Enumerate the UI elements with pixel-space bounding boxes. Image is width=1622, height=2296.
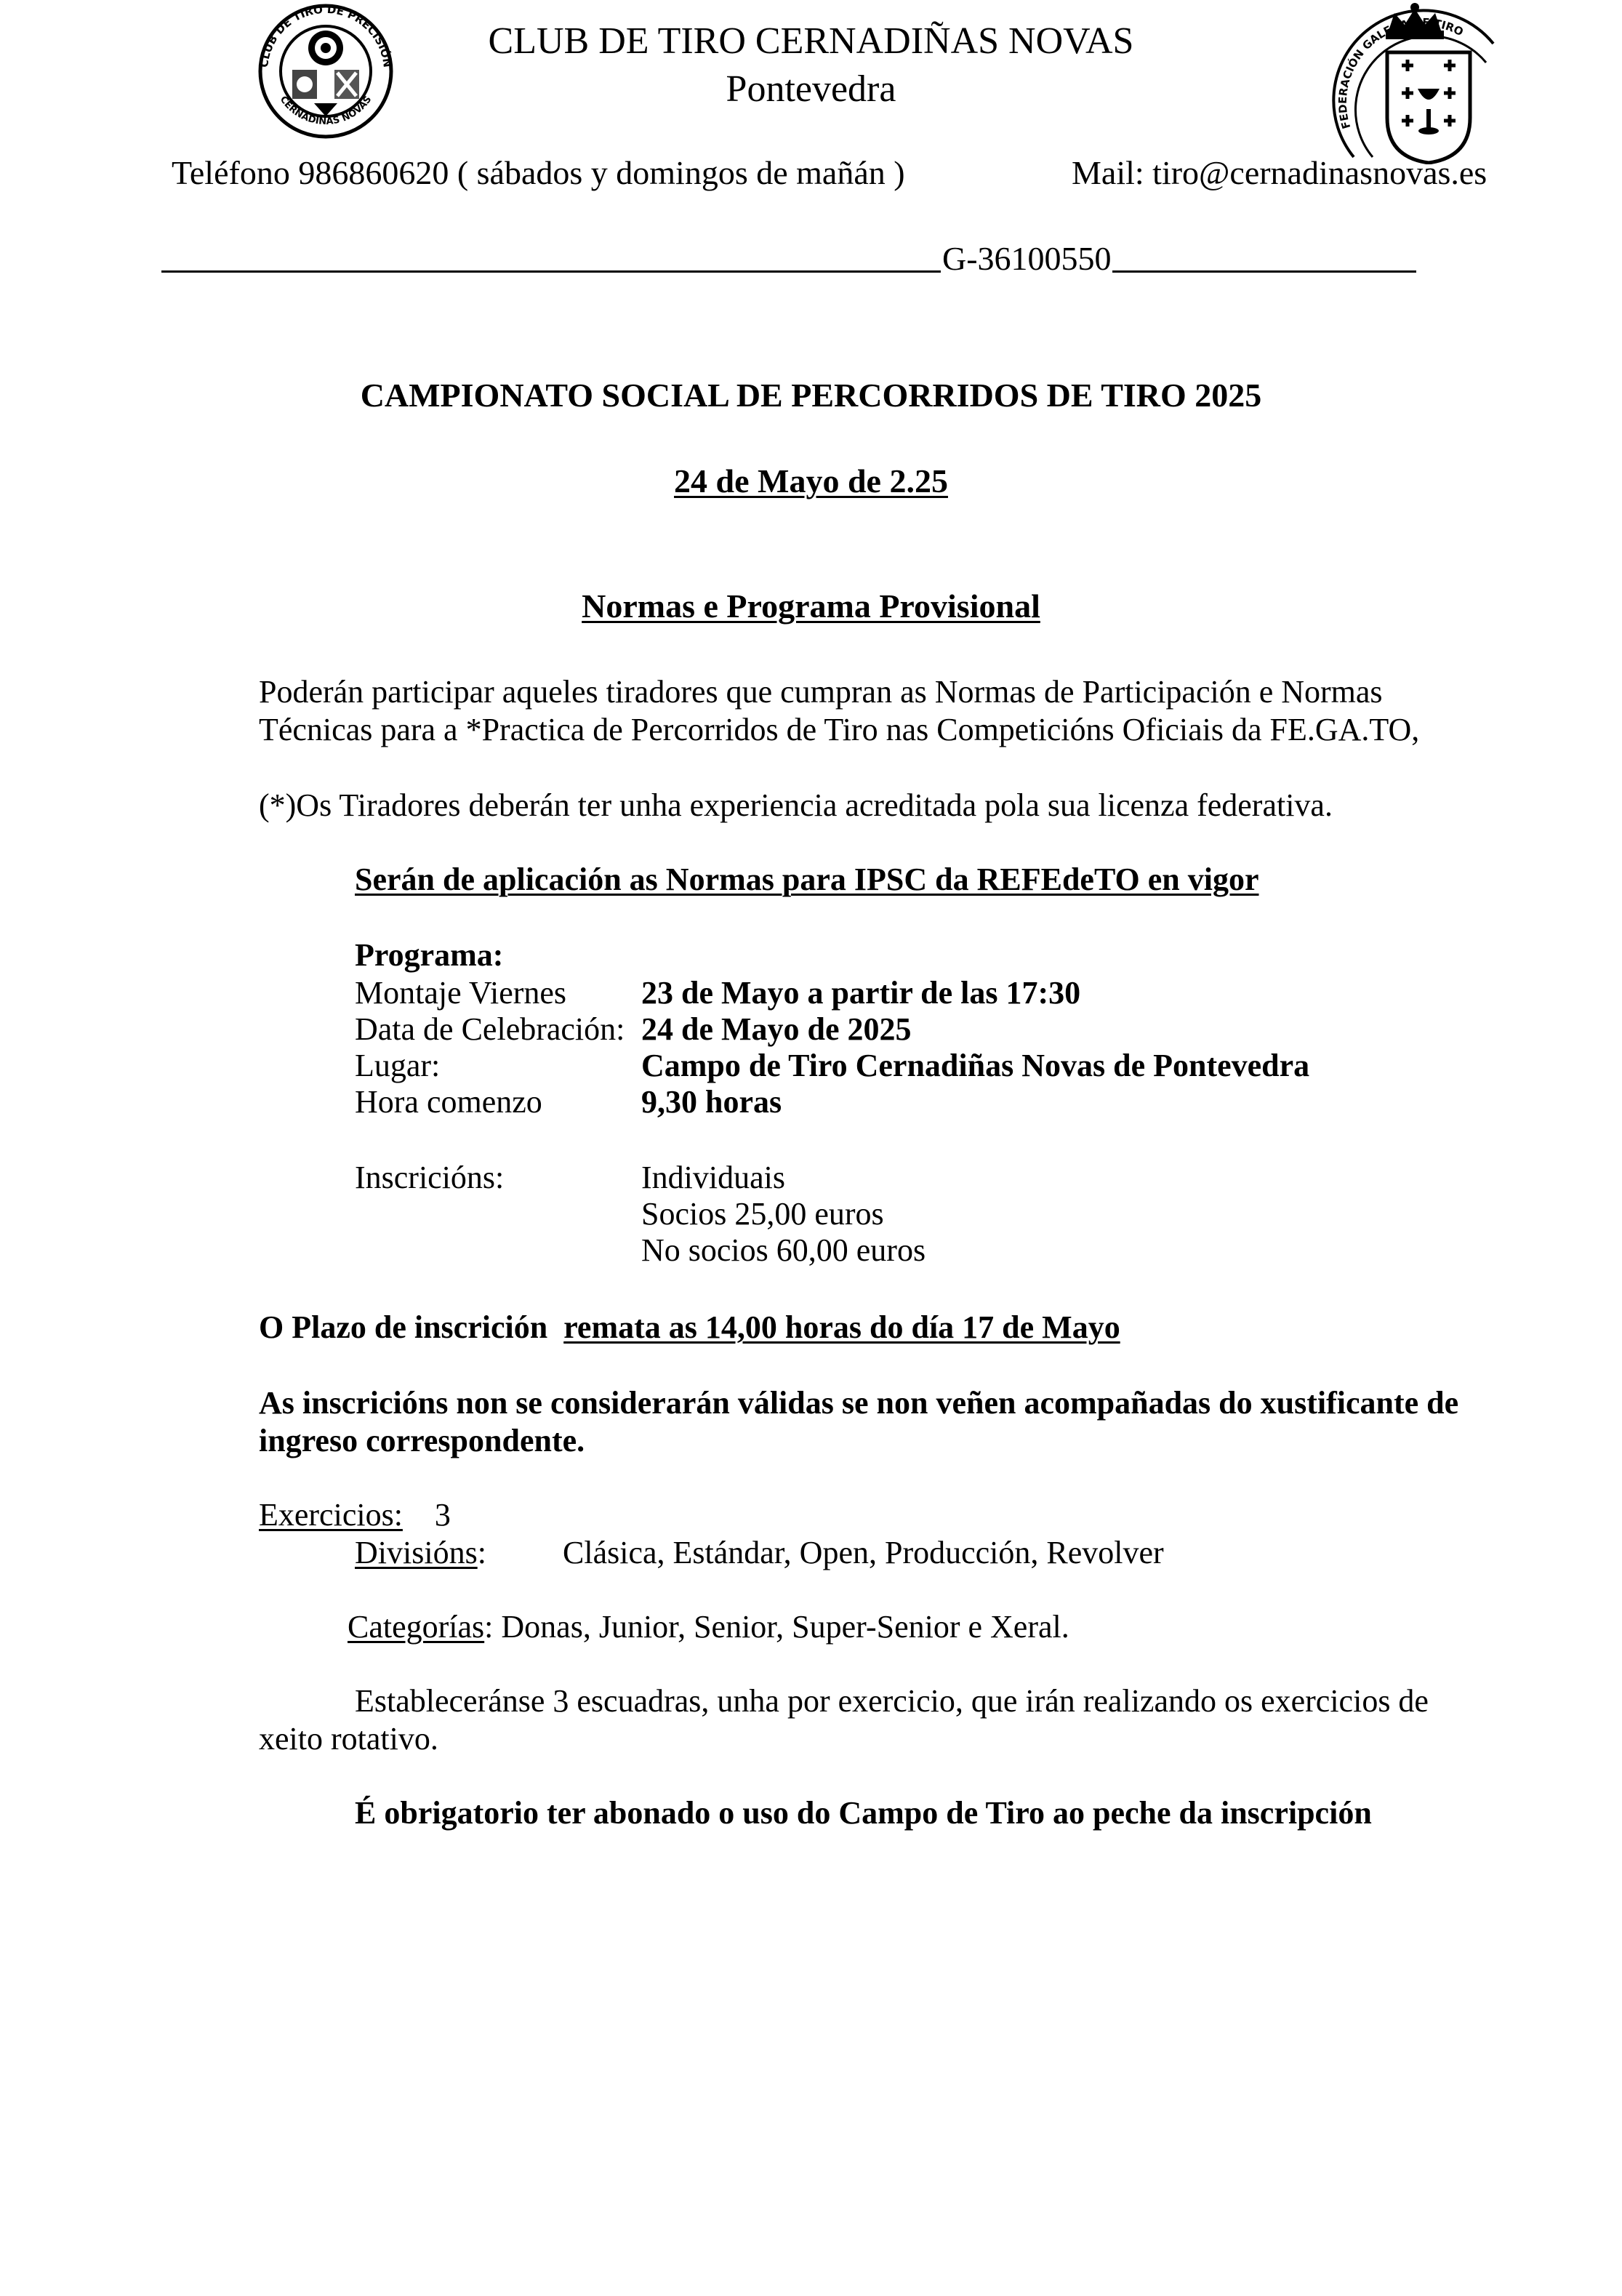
program-value: 23 de Mayo a partir de las 17:30 [641,975,1081,1011]
event-date-title [0,461,1622,502]
inscription-item: Socios 25,00 euros [641,1196,884,1232]
program-value: 24 de Mayo de 2025 [641,1011,912,1047]
rules-applied [355,861,1258,899]
phone-line: Teléfono 986860620 ( sábados y domingos de mañán ) [172,154,905,191]
svg-text:CLUB DE TIRO DE PRECISIÓN: CLUB DE TIRO DE PRECISIÓN [257,3,394,68]
program-value: Campo de Tiro Cernadiñas Novas de Pontevedra [641,1048,1310,1083]
exercises-line [259,1496,451,1534]
championship-title: CAMPIONATO SOCIAL DE PERCORRIDOS DE TIRO 2025 [360,377,1262,414]
exercises-label: Exercicios: [259,1497,403,1533]
squads-line-1: Estableceránse 3 escuadras, unha por exercicio, que irán realizando os exercicios de [355,1683,1429,1719]
divisions-value: Clásica, Estándar, Open, Producción, Revolver [563,1535,1164,1570]
squads-line-2: xeito rotativo. [259,1721,438,1757]
program-label: Lugar: [355,1048,441,1083]
deadline-line [259,1309,1120,1346]
exercises-value: 3 [434,1497,451,1533]
program-label: Montaje Viernes [355,975,567,1011]
intro-line-2: Técnicas para a *Practica de Percorridos de Tiro nas Competicións Oficiais da FE.GA.TO, [259,712,1420,747]
categories-line [348,1608,1069,1646]
inscriptions-label: Inscricións: [355,1160,505,1195]
rules-title [0,586,1622,627]
inscription-item: Individuais [641,1160,785,1195]
validity-line-2: ingreso correspondente. [259,1423,585,1458]
experience-note: (*)Os Tiradores deberán ter unha experiencia acreditada pola sua licenza federativa. [259,787,1333,823]
validity-line-1: As inscricións non se considerarán válidas se non veñen acompañadas do xustificante de [259,1385,1459,1421]
mandatory-notice: É obrigatorio ter abonado o uso do Campo de Tiro ao peche da inscripción [355,1795,1372,1831]
program-value: 9,30 horas [641,1084,782,1120]
deadline-prefix: O Plazo de inscrición [259,1309,548,1345]
deadline-text: remata as 14,00 horas do día 17 de Mayo [563,1309,1120,1345]
svg-text:CERNADIÑAS NOVAS: CERNADIÑAS NOVAS [277,94,374,128]
divisions-line [355,1534,486,1572]
cif-rule-left [161,270,941,273]
intro-line-1: Poderán participar aqueles tiradores que cumpran as Normas de Participación e Normas [259,674,1383,710]
divisions-label: Divisións [355,1535,478,1570]
club-city: Pontevedra [726,68,896,110]
categories-value: : Donas, Junior, Senior, Super-Senior e Xeral. [484,1609,1069,1645]
divisions-colon: : [477,1535,486,1570]
program-label: Hora comenzo [355,1084,542,1120]
rules-title-text: Normas e Programa Provisional [582,587,1040,625]
program-label: Data de Celebración: [355,1011,625,1047]
svg-text:FEDERACIÓN GALEGA DE TIRO: FEDERACIÓN GALEGA DE TIRO [1336,15,1466,131]
cif-number: G-36100550 [942,240,1112,277]
inscription-item: No socios 60,00 euros [641,1232,926,1268]
categories-label: Categorías [348,1609,485,1645]
program-heading: Programa: [355,937,504,973]
cif-rule-right [1112,270,1416,273]
mail-line: Mail: tiro@cernadinasnovas.es [1072,154,1487,191]
rules-applied-text: Serán de aplicación as Normas para IPSC da REFEdeTO en vigor [355,862,1259,897]
event-date-text: 24 de Mayo de 2.25 [674,462,948,499]
club-name: CLUB DE TIRO CERNADIÑAS NOVAS [488,20,1134,62]
